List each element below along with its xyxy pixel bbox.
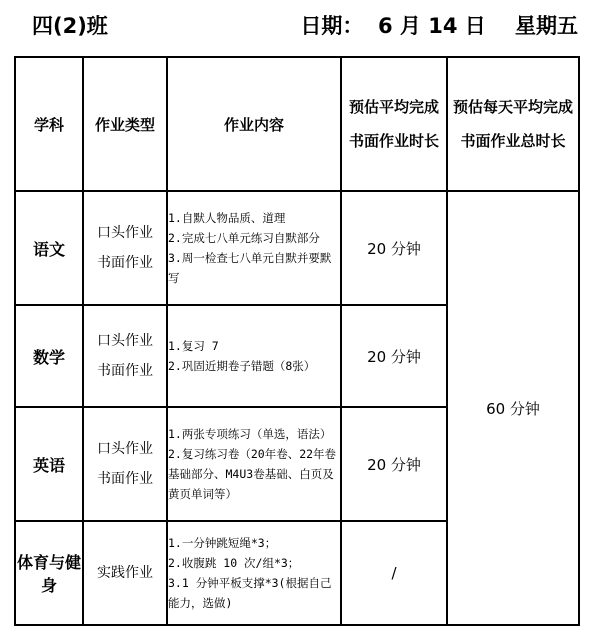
header-content: 作业内容 — [167, 57, 341, 191]
subject-cell: 数学 — [15, 305, 83, 407]
total-duration-cell: 60 分钟 — [447, 191, 579, 625]
header-type: 作业类型 — [83, 57, 167, 191]
content-line: 3.周一检查七八单元自默并要默写 — [168, 251, 332, 285]
type-line: 书面作业 — [97, 363, 153, 379]
content-line: 1.复习 7 — [168, 339, 219, 353]
content-line: 1.两张专项练习（单选，语法） — [168, 427, 332, 441]
content-line: 1.一分钟跳短绳*3； — [168, 536, 277, 550]
content-line: 2.复习练习卷（20年卷、22年卷基础部分、M4U3卷基础、白页及黄页单词等） — [168, 447, 337, 501]
content-cell — [167, 191, 341, 305]
date-text: 日期： 6 月 14 日 星期五 — [300, 14, 578, 38]
content-line: 2.收腹跳 10 次/组*3； — [168, 556, 300, 570]
content-cell — [167, 521, 341, 625]
content-cell — [167, 407, 341, 521]
subject-cell: 语文 — [15, 191, 83, 305]
type-line: 口头作业 — [97, 441, 153, 457]
content-cell — [167, 305, 341, 407]
header-total-duration: 预估每天平均完成书面作业总时长 — [447, 57, 579, 191]
content-line: 2.巩固近期卷子错题（8张） — [168, 359, 316, 373]
subject-cell: 英语 — [15, 407, 83, 521]
table-row — [15, 191, 579, 305]
content-line: 1.自默人物品质、道理 — [168, 211, 286, 225]
subject-cell: 体育与健身 — [15, 521, 83, 625]
type-cell — [83, 191, 167, 305]
type-line: 实践作业 — [97, 565, 153, 581]
content-line: 3.1 分钟平板支撑*3(根据自己能力，选做) — [168, 576, 332, 610]
type-line: 书面作业 — [97, 255, 153, 271]
duration-cell: 20 分钟 — [341, 191, 447, 305]
type-line: 口头作业 — [97, 333, 153, 349]
header-avg-duration: 预估平均完成书面作业时长 — [341, 57, 447, 191]
class-label: 四(2)班 — [32, 14, 108, 38]
homework-table — [14, 56, 580, 626]
type-cell — [83, 407, 167, 521]
type-line: 书面作业 — [97, 471, 153, 487]
table-header-row — [15, 57, 579, 191]
type-line: 口头作业 — [97, 225, 153, 241]
duration-cell: 20 分钟 — [341, 305, 447, 407]
duration-cell: 20 分钟 — [341, 407, 447, 521]
type-cell — [83, 521, 167, 625]
content-line: 2.完成七八单元练习自默部分 — [168, 231, 320, 245]
duration-cell: / — [341, 521, 447, 625]
type-cell — [83, 305, 167, 407]
header-subject: 学科 — [15, 57, 83, 191]
